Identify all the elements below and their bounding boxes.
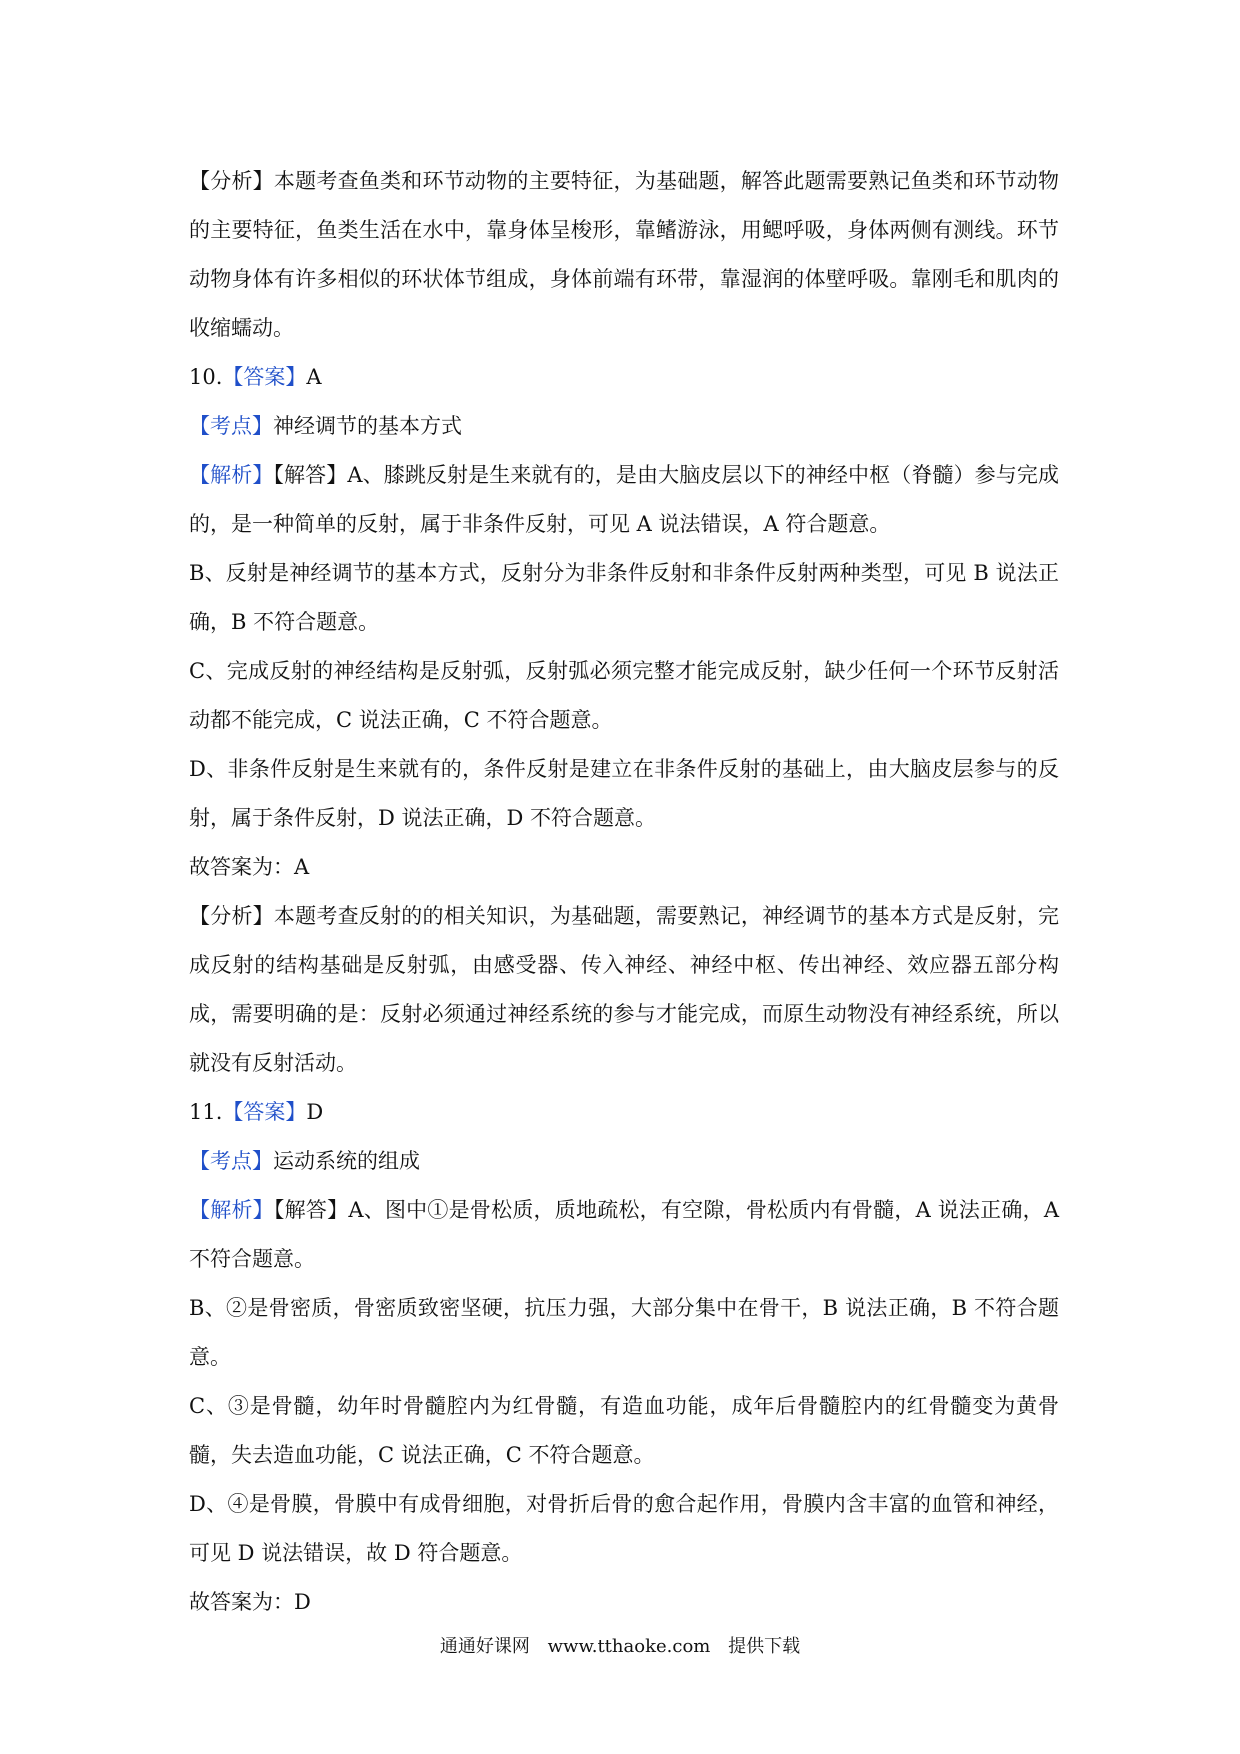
paragraph — [189, 1284, 1059, 1382]
footer-suffix: 提供下载 — [728, 1636, 801, 1657]
paragraph-text: 【解答】A、图中①是骨松质，质地疏松，有空隙，骨松质内有骨髓，A 说法正确，A 不符合题意。 — [189, 1198, 1060, 1271]
paragraph-text: 运动系统的组成 — [273, 1149, 420, 1173]
section-tag: 【答案】 — [222, 365, 307, 389]
paragraph — [189, 1186, 1059, 1284]
paragraph-text: 10. — [189, 365, 223, 389]
paragraph-text: A — [306, 365, 322, 389]
section-tag: 【考点】 — [189, 1149, 273, 1173]
paragraph-text: 【分析】本题考查反射的的相关知识，为基础题，需要熟记，神经调节的基本方式是反射，完成反射的结构基础是反射弧，由感受器、传入神经、神经中枢、传出神经、效应器五部分构成，需要明确的是：反射必须通过神经系统的参与才能完成，而原生动物没有神经系统，所以就没有反射活动。 — [189, 904, 1059, 1075]
paragraph — [189, 1137, 1059, 1186]
paragraph — [189, 353, 1059, 402]
paragraph — [189, 1088, 1059, 1137]
paragraph — [189, 157, 1059, 353]
paragraph-text: 神经调节的基本方式 — [273, 414, 462, 438]
paragraph — [189, 745, 1059, 843]
paragraph-text: C、完成反射的神经结构是反射弧，反射弧必须完整才能完成反射，缺少任何一个环节反射活动都不能完成，C 说法正确，C 不符合题意。 — [189, 659, 1059, 732]
paragraph-text: D — [306, 1100, 324, 1124]
paragraph — [189, 402, 1059, 451]
paragraph-text: D、④是骨膜，骨膜中有成骨细胞，对骨折后骨的愈合起作用，骨膜内含丰富的血管和神经，可见 D 说法错误，故 D 符合题意。 — [189, 1492, 1059, 1565]
section-tag: 【解析】 — [189, 463, 274, 487]
footer-site-name: 通通好课网 — [439, 1636, 530, 1657]
paragraph — [189, 647, 1059, 745]
paragraph — [189, 549, 1059, 647]
paragraph-text: B、②是骨密质，骨密质致密坚硬，抗压力强，大部分集中在骨干，B 说法正确，B 不符合题意。 — [189, 1296, 1059, 1369]
paragraph-text: 11. — [189, 1100, 223, 1124]
section-tag: 【答案】 — [222, 1100, 307, 1124]
paragraph — [189, 1382, 1059, 1480]
answer-explanation-body — [189, 157, 1059, 1627]
section-tag: 【考点】 — [189, 414, 273, 438]
paragraph — [189, 1578, 1059, 1627]
page-footer — [0, 1632, 1240, 1658]
paragraph — [189, 843, 1059, 892]
paragraph-text: C、③是骨髓，幼年时骨髓腔内为红骨髓，有造血功能，成年后骨髓腔内的红骨髓变为黄骨髓，失去造血功能，C 说法正确，C 不符合题意。 — [189, 1394, 1059, 1467]
paragraph-text: B、反射是神经调节的基本方式，反射分为非条件反射和非条件反射两种类型，可见 B 说法正确，B 不符合题意。 — [189, 561, 1059, 634]
paragraph — [189, 892, 1059, 1088]
paragraph — [189, 1480, 1059, 1578]
paragraph-text: 故答案为：D — [189, 1590, 311, 1614]
paragraph-text: D、非条件反射是生来就有的，条件反射是建立在非条件反射的基础上，由大脑皮层参与的反射，属于条件反射，D 说法正确，D 不符合题意。 — [189, 757, 1059, 830]
paragraph-text: 【分析】本题考查鱼类和环节动物的主要特征，为基础题，解答此题需要熟记鱼类和环节动物的主要特征，鱼类生活在水中，靠身体呈梭形，靠鳍游泳，用鳃呼吸，身体两侧有测线。环节动物身体有许多相似的环状体节组成，身体前端有环带，靠湿润的体壁呼吸。靠刚毛和肌肉的收缩蠕动。 — [189, 169, 1059, 340]
footer-url: www.tthaoke.com — [547, 1636, 711, 1657]
paragraph-text: 故答案为：A — [189, 855, 310, 879]
paragraph — [189, 451, 1059, 549]
paragraph-text: 【解答】A、膝跳反射是生来就有的，是由大脑皮层以下的神经中枢（脊髓）参与完成的，是一种简单的反射，属于非条件反射，可见 A 说法错误，A 符合题意。 — [189, 463, 1059, 536]
section-tag: 【解析】 — [189, 1198, 274, 1222]
